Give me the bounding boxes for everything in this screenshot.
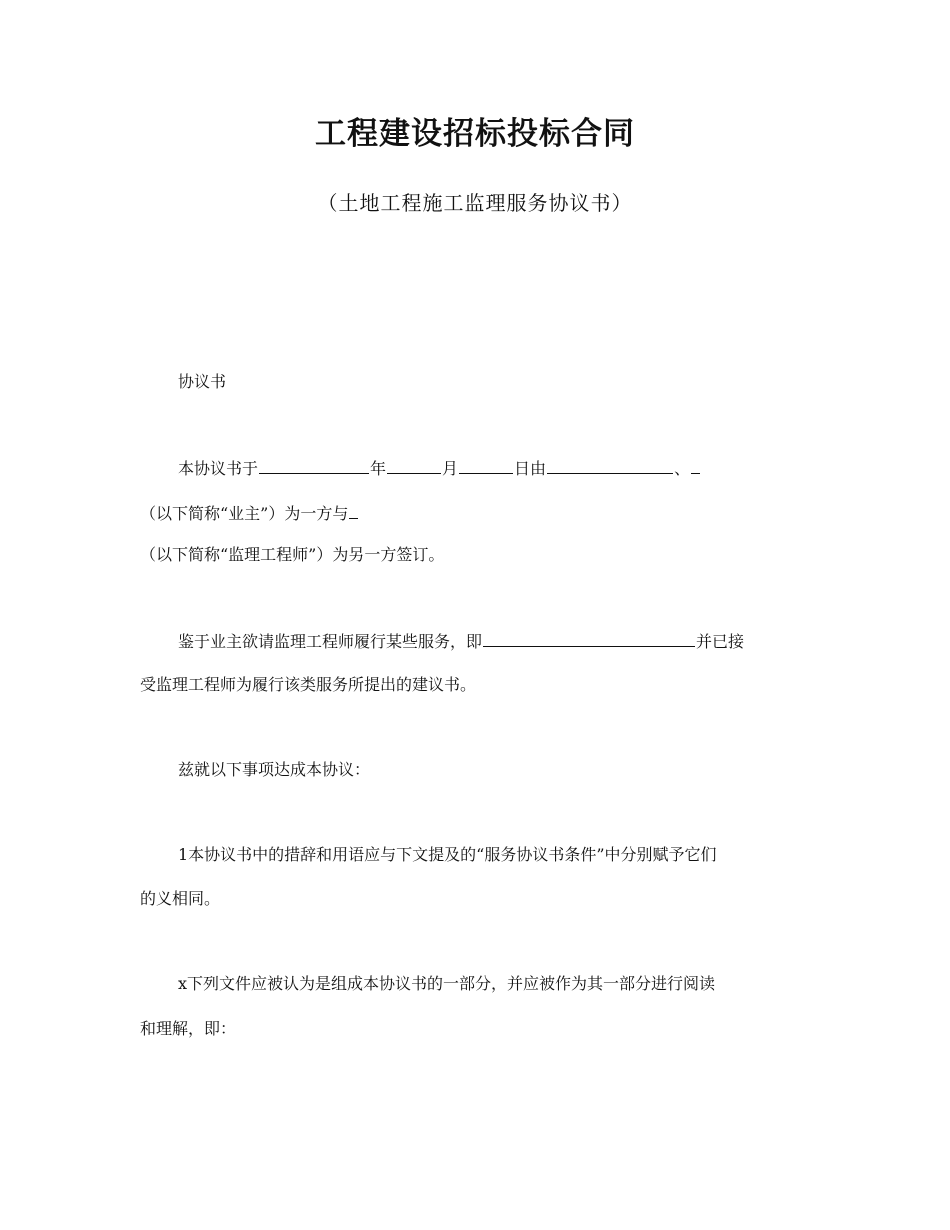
paragraph-5-line-1: x下列文件应被认为是组成本协议书的一部分，并应被作为其一部分进行阅读 xyxy=(178,974,716,993)
paragraph-4-line-1: 1本协议书中的措辞和用语应与下文提及的“服务协议书条件”中分别赋予它们 xyxy=(178,845,717,864)
paragraph-2-line-2: 受监理工程师为履行该类服务所提出的建议书。 xyxy=(140,675,477,694)
paragraph-4-line-2: 的义相同。 xyxy=(140,889,221,908)
services-blank xyxy=(483,628,695,647)
text-segment: 本协议书于 xyxy=(178,459,259,478)
paragraph-1-line-2 xyxy=(140,500,359,526)
text-segment: 月 xyxy=(442,459,459,478)
text-segment: 、 xyxy=(674,459,691,478)
engineer-name-blank xyxy=(349,500,358,519)
paragraph-2-line-1 xyxy=(178,628,744,654)
paragraph-1-line-3: （以下简称“监理工程师”）为另一方签订。 xyxy=(140,545,445,564)
text-segment: 日由 xyxy=(514,459,547,478)
date-month-blank xyxy=(387,455,441,474)
document-title: 工程建设招标投标合同 xyxy=(315,116,635,152)
date-day-blank xyxy=(459,455,513,474)
paragraph-1-line-1 xyxy=(178,455,701,481)
date-year-blank xyxy=(259,455,369,474)
text-segment: （以下简称“业主”）为一方与 xyxy=(140,504,349,523)
text-segment: 鉴于业主欲请监理工程师履行某些服务，即 xyxy=(178,632,483,651)
text-segment: 年 xyxy=(370,459,387,478)
paragraph-5-line-2: 和理解，即： xyxy=(140,1019,237,1038)
section-heading: 协议书 xyxy=(178,372,227,391)
paragraph-3: 兹就以下事项达成本协议： xyxy=(178,760,371,779)
party-address-blank xyxy=(691,455,700,474)
document-subtitle: （土地工程施工监理服务协议书） xyxy=(317,191,633,215)
party-name-blank xyxy=(547,455,673,474)
text-segment: 并已接 xyxy=(696,632,745,651)
